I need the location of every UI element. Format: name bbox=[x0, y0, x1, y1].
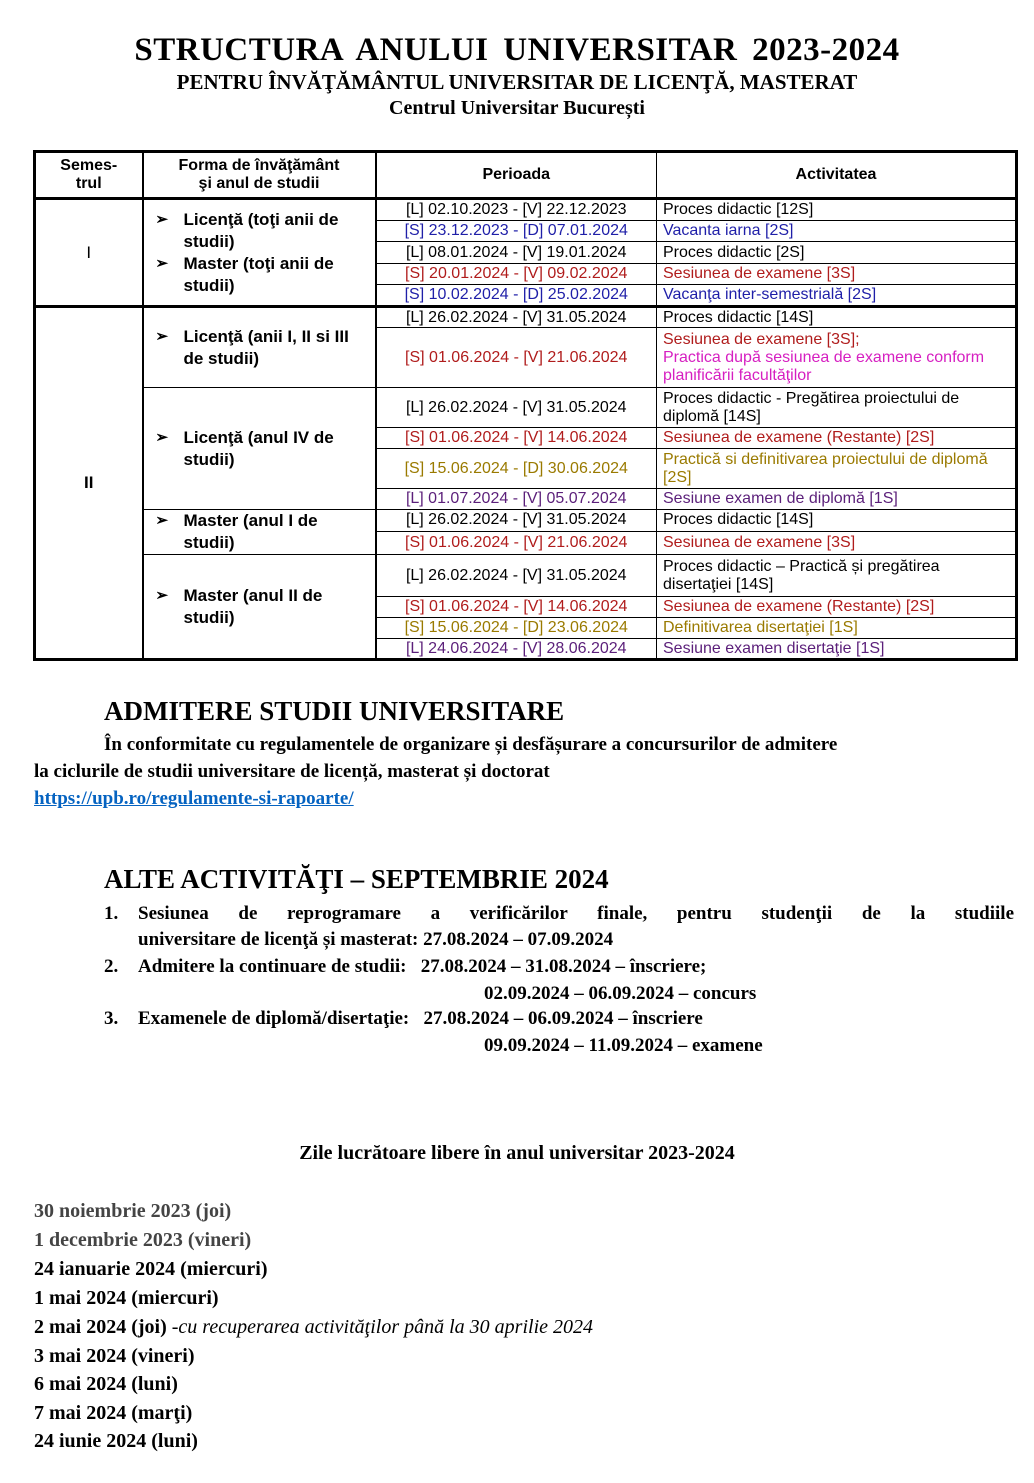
activity-text: Sesiunea de examene [3S]; bbox=[663, 330, 860, 348]
activity-cell: Proces didactic - Pregătirea proiectului de diplomă [14S] bbox=[657, 388, 1017, 428]
activity-cell: Proces didactic [12S] bbox=[657, 199, 1017, 221]
holiday-item: 7 mai 2024 (marţi) bbox=[34, 1402, 193, 1424]
holiday-item: 3 mai 2024 (vineri) bbox=[34, 1345, 195, 1367]
period-cell: [L] 01.07.2024 - [V] 05.07.2024 bbox=[376, 489, 657, 510]
holiday-item: 24 ianuarie 2024 (miercuri) bbox=[34, 1258, 268, 1280]
list-item: ➢ Master (anul II de studii) bbox=[156, 585, 367, 629]
table-row bbox=[35, 307, 1017, 328]
table-row bbox=[35, 199, 1017, 221]
admission-text-line1: În conformitate cu regulamentele de organizare și desfășurare a concursurilor de admitere bbox=[104, 734, 838, 755]
activity-cell: Sesiune examen de diplomă [1S] bbox=[657, 489, 1017, 510]
activity-cell: Sesiunea de examene [3S] bbox=[657, 264, 1017, 285]
activity-cell bbox=[657, 328, 1017, 388]
other-activities-heading: ALTE ACTIVITĂŢI – SEPTEMBRIE 2024 bbox=[104, 864, 609, 894]
form-cell bbox=[143, 510, 376, 555]
semester-cell: I bbox=[35, 199, 143, 307]
schedule-table bbox=[33, 150, 1018, 661]
list-number: 2. bbox=[104, 956, 119, 977]
period-cell: [L] 26.02.2024 - [V] 31.05.2024 bbox=[376, 555, 657, 597]
period-cell: [L] 02.10.2023 - [V] 22.12.2023 bbox=[376, 199, 657, 221]
list-number: 3. bbox=[104, 1008, 119, 1029]
list-item: ➢ Licenţă (toţi anii de studii) bbox=[156, 209, 367, 253]
form-cell bbox=[143, 307, 376, 388]
table-row bbox=[35, 510, 1017, 532]
activity-cell: Practică si definitivarea proiectului de diplomă [2S] bbox=[657, 449, 1017, 489]
admission-text-line2: la ciclurile de studii universitare de licență, masterat și doctorat bbox=[34, 761, 550, 782]
activity-cell: Vacanta iarna [2S] bbox=[657, 221, 1017, 242]
list-number: 1. bbox=[104, 903, 119, 924]
holiday-item: 1 decembrie 2023 (vineri) bbox=[34, 1229, 252, 1251]
holidays-heading: Zile lucrătoare libere în anul universitar 2023-2024 bbox=[299, 1142, 735, 1164]
table-row bbox=[35, 555, 1017, 597]
header-period: Perioada bbox=[376, 152, 657, 199]
list-item: ➢ Master (toţi anii de studii) bbox=[156, 253, 367, 297]
holiday-item bbox=[34, 1316, 593, 1339]
header-form: Forma de învăţământ şi anul de studii bbox=[143, 152, 376, 199]
period-cell: [L] 24.06.2024 - [V] 28.06.2024 bbox=[376, 639, 657, 660]
table-header-row bbox=[35, 152, 1017, 199]
period-cell: [L] 26.02.2024 - [V] 31.05.2024 bbox=[376, 388, 657, 428]
list-item-continued: 02.09.2024 – 06.09.2024 – concurs bbox=[484, 983, 757, 1004]
activity-cell: Definitivarea disertaţiei [1S] bbox=[657, 618, 1017, 639]
list-item-continued: 09.09.2024 – 11.09.2024 – examene bbox=[484, 1035, 763, 1056]
list-item: Sesiunea de reprogramare a verificărilor finale, pentru studenţii de la studiile bbox=[138, 903, 1014, 924]
form-cell bbox=[143, 388, 376, 510]
activity-cell: Proces didactic [14S] bbox=[657, 510, 1017, 532]
holiday-item: 1 mai 2024 (miercuri) bbox=[34, 1287, 219, 1309]
university-center: Centrul Universitar București bbox=[389, 97, 645, 119]
period-cell: [S] 23.12.2023 - [D] 07.01.2024 bbox=[376, 221, 657, 242]
list-item: ➢ Licenţă (anii I, II si III de studii) bbox=[156, 326, 367, 370]
period-cell: [S] 01.06.2024 - [V] 14.06.2024 bbox=[376, 428, 657, 449]
header-activity: Activitatea bbox=[657, 152, 1017, 199]
activity-note: Practica după sesiunea de examene conform planificării facultăţilor bbox=[663, 348, 985, 384]
period-cell: [S] 20.01.2024 - [V] 09.02.2024 bbox=[376, 264, 657, 285]
form-cell bbox=[143, 199, 376, 307]
holiday-item: 24 iunie 2024 (luni) bbox=[34, 1430, 198, 1452]
holiday-item: 30 noiembrie 2023 (joi) bbox=[34, 1200, 232, 1222]
period-cell: [L] 26.02.2024 - [V] 31.05.2024 bbox=[376, 510, 657, 532]
period-cell: [L] 26.02.2024 - [V] 31.05.2024 bbox=[376, 307, 657, 328]
holiday-item: 6 mai 2024 (luni) bbox=[34, 1373, 178, 1395]
activity-cell: Proces didactic – Practică și pregătirea disertaţiei [14S] bbox=[657, 555, 1017, 597]
activity-cell: Sesiunea de examene [3S] bbox=[657, 531, 1017, 554]
activity-cell: Vacanţa inter-semestrială [2S] bbox=[657, 285, 1017, 307]
list-item: ➢ Licenţă (anul IV de studii) bbox=[156, 427, 367, 471]
period-cell: [L] 08.01.2024 - [V] 19.01.2024 bbox=[376, 242, 657, 264]
activity-cell: Proces didactic [14S] bbox=[657, 307, 1017, 328]
regulations-link[interactable]: https://upb.ro/regulamente-si-rapoarte/ bbox=[34, 788, 354, 809]
admission-heading: ADMITERE STUDII UNIVERSITARE bbox=[104, 696, 565, 726]
semester-cell: II bbox=[35, 307, 143, 660]
holiday-date: 2 mai 2024 (joi) bbox=[34, 1316, 167, 1338]
table-row bbox=[35, 388, 1017, 428]
activity-cell: Proces didactic [2S] bbox=[657, 242, 1017, 264]
period-cell: [S] 10.02.2024 - [D] 25.02.2024 bbox=[376, 285, 657, 307]
activity-cell: Sesiunea de examene (Restante) [2S] bbox=[657, 428, 1017, 449]
period-cell: [S] 01.06.2024 - [V] 14.06.2024 bbox=[376, 597, 657, 618]
period-cell: [S] 15.06.2024 - [D] 30.06.2024 bbox=[376, 449, 657, 489]
form-cell bbox=[143, 555, 376, 660]
holiday-note: -cu recuperarea activităţilor până la 30 aprilie 2024 bbox=[171, 1316, 593, 1338]
list-item: Admitere la continuare de studii: 27.08.2024 – 31.08.2024 – înscriere; bbox=[138, 956, 707, 977]
document-title: STRUCTURA ANULUI UNIVERSITAR 2023-2024 bbox=[134, 32, 900, 68]
activity-cell: Sesiunea de examene (Restante) [2S] bbox=[657, 597, 1017, 618]
period-cell: [S] 01.06.2024 - [V] 21.06.2024 bbox=[376, 328, 657, 388]
list-item: ➢ Master (anul I de studii) bbox=[156, 510, 367, 554]
list-item: Examenele de diplomă/disertaţie: 27.08.2024 – 06.09.2024 – înscriere bbox=[138, 1008, 703, 1029]
document-subtitle: PENTRU ÎNVĂŢĂMÂNTUL UNIVERSITAR DE LICENŢĂ, MASTERAT bbox=[176, 70, 858, 94]
period-cell: [S] 01.06.2024 - [V] 21.06.2024 bbox=[376, 531, 657, 554]
header-semester: Semes- trul bbox=[35, 152, 143, 199]
list-item-continued: universitare de licenţă și masterat: 27.08.2024 – 07.09.2024 bbox=[138, 929, 614, 950]
period-cell: [S] 15.06.2024 - [D] 23.06.2024 bbox=[376, 618, 657, 639]
activity-cell: Sesiune examen disertaţie [1S] bbox=[657, 639, 1017, 660]
